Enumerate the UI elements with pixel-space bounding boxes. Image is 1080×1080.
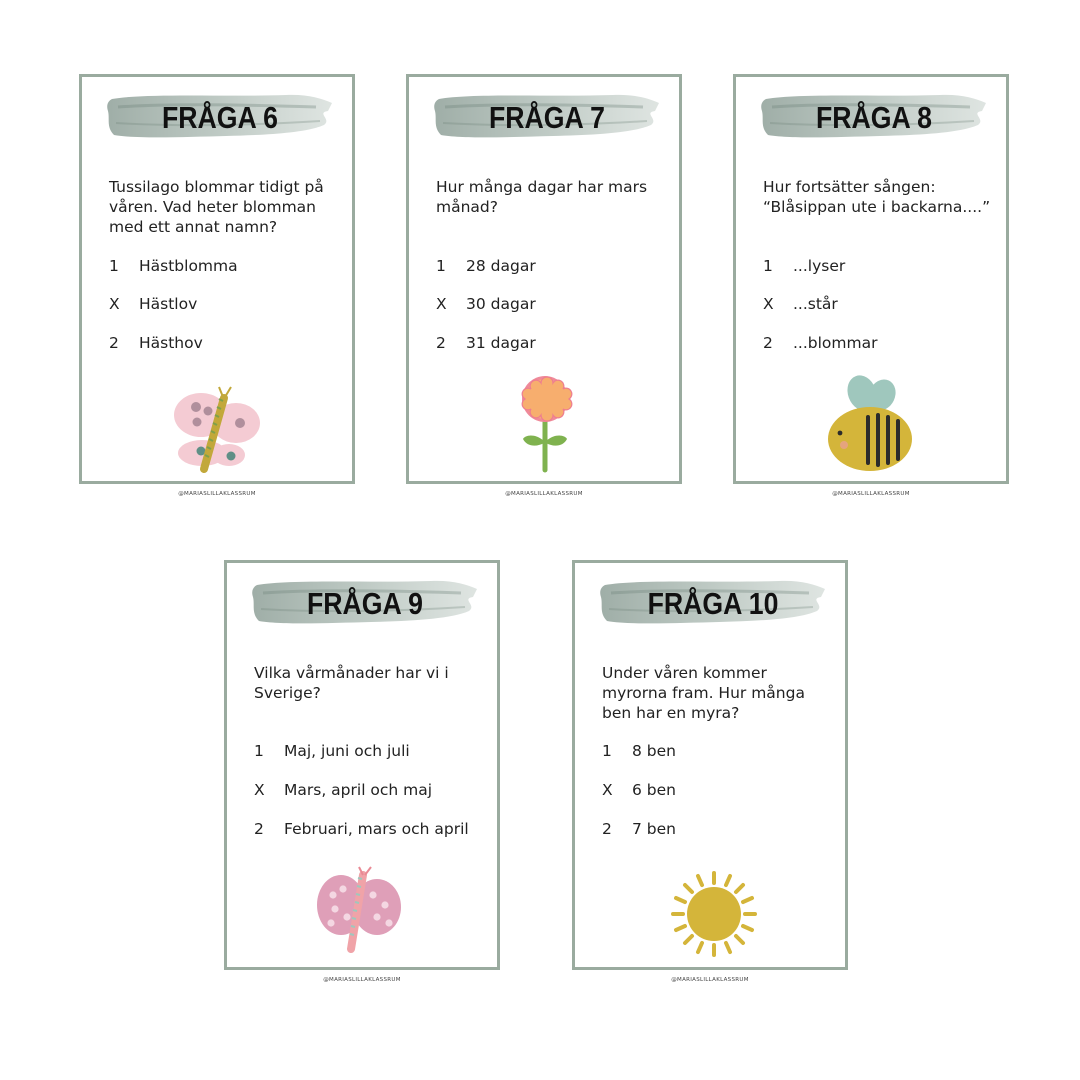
option-key: 2 <box>436 334 446 352</box>
option-key: 2 <box>254 820 264 838</box>
butterfly-icon <box>174 383 264 475</box>
option-key: 2 <box>109 334 119 352</box>
option-key: X <box>602 781 613 799</box>
option-1 <box>109 257 238 275</box>
option-key: X <box>109 295 120 313</box>
option-key: X <box>254 781 265 799</box>
sun-icon <box>671 871 757 957</box>
option-key: X <box>436 295 447 313</box>
option-2 <box>602 820 676 838</box>
card-title: FRÅGA 6 <box>161 100 279 135</box>
card-title: FRÅGA 7 <box>488 100 606 135</box>
quiz-card-9 <box>224 560 500 970</box>
credit-label: @MARIASLILLAKLASSRUM <box>505 491 583 497</box>
option-text: 30 dagar <box>466 295 536 313</box>
option-x <box>602 781 676 799</box>
question-text: Hur fortsätter sången: “Blåsippan ute i backarna....” <box>763 178 991 216</box>
card-title: FRÅGA 9 <box>306 586 424 621</box>
card-title: FRÅGA 10 <box>647 586 779 621</box>
option-text: ...lyser <box>793 257 846 275</box>
option-text: Februari, mars och april <box>284 820 469 838</box>
option-key: 1 <box>436 257 446 275</box>
card-title-banner <box>106 89 334 147</box>
butterfly-icon <box>317 865 403 957</box>
option-2 <box>436 334 536 352</box>
option-key: 2 <box>602 820 612 838</box>
credit-label: @MARIASLILLAKLASSRUM <box>178 491 256 497</box>
question-text: Hur många dagar har mars månad? <box>436 178 648 216</box>
option-x <box>763 295 838 313</box>
option-key: 2 <box>763 334 773 352</box>
option-x <box>109 295 197 313</box>
option-1 <box>254 742 410 760</box>
question-text: Under våren kommer myrorna fram. Hur många ben har en myra? <box>602 664 805 722</box>
credit-label: @MARIASLILLAKLASSRUM <box>671 977 749 983</box>
option-x <box>254 781 432 799</box>
quiz-card-8 <box>733 74 1009 484</box>
option-text: 28 dagar <box>466 257 536 275</box>
option-1 <box>436 257 536 275</box>
option-text: Hästblomma <box>139 257 238 275</box>
quiz-card-7 <box>406 74 682 484</box>
option-key: 1 <box>602 742 612 760</box>
option-x <box>436 295 536 313</box>
option-1 <box>602 742 676 760</box>
option-key: 1 <box>109 257 119 275</box>
bee-icon <box>826 375 916 475</box>
credit-label: @MARIASLILLAKLASSRUM <box>832 491 910 497</box>
question-text: Vilka vårmånader har vi i Sverige? <box>254 664 449 702</box>
option-text: Mars, april och maj <box>284 781 433 799</box>
card-title-banner <box>433 89 661 147</box>
option-text: 31 dagar <box>466 334 536 352</box>
card-title-banner <box>251 575 479 633</box>
option-text: Hästlov <box>139 295 198 313</box>
option-2 <box>763 334 877 352</box>
credit-label: @MARIASLILLAKLASSRUM <box>323 977 401 983</box>
option-key: X <box>763 295 774 313</box>
quiz-card-10 <box>572 560 848 970</box>
option-text: ...står <box>793 295 838 313</box>
option-text: ...blommar <box>793 334 878 352</box>
option-2 <box>109 334 203 352</box>
option-key: 1 <box>763 257 773 275</box>
flower-icon <box>513 375 577 475</box>
option-1 <box>763 257 845 275</box>
option-text: 8 ben <box>632 742 676 760</box>
option-key: 1 <box>254 742 264 760</box>
option-2 <box>254 820 469 838</box>
option-text: 6 ben <box>632 781 676 799</box>
card-title-banner <box>599 575 827 633</box>
card-title: FRÅGA 8 <box>815 100 933 135</box>
quiz-card-6 <box>79 74 355 484</box>
question-text: Tussilago blommar tidigt på våren. Vad heter blomman med ett annat namn? <box>109 178 324 236</box>
option-text: Hästhov <box>139 334 203 352</box>
card-title-banner <box>760 89 988 147</box>
option-text: 7 ben <box>632 820 676 838</box>
option-text: Maj, juni och juli <box>284 742 410 760</box>
